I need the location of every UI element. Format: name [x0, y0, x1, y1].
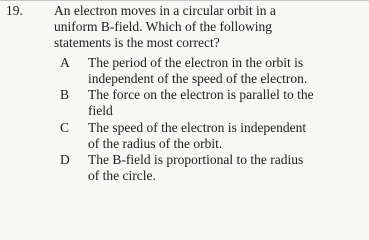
stem-line: uniform B-field. Which of the following [54, 18, 272, 34]
option-letter: A [60, 55, 70, 70]
option-letter: B [60, 87, 70, 102]
option-line: The period of the electron in the orbit is [88, 55, 304, 70]
option-line: field [88, 102, 113, 118]
stem-line: An electron moves in a circular orbit in a [54, 3, 276, 18]
option-line: independent of the speed of the electron. [88, 70, 308, 86]
question-stem [54, 3, 354, 50]
option-line: of the radius of the orbit. [88, 135, 223, 151]
question-number: 19. [6, 3, 23, 18]
option-line: of the circle. [88, 167, 156, 183]
option-text [88, 152, 303, 184]
stem-line: statements is the most correct? [54, 34, 220, 50]
option-letter: C [60, 120, 70, 135]
option-line: The speed of the electron is independent [88, 120, 307, 135]
option-line: The force on the electron is parallel to the [88, 87, 314, 102]
option-text [88, 120, 306, 152]
option-line: The B-field is proportional to the radius [88, 152, 304, 167]
option-letter: D [60, 152, 70, 167]
option-text [88, 87, 314, 119]
option-text [88, 55, 307, 87]
